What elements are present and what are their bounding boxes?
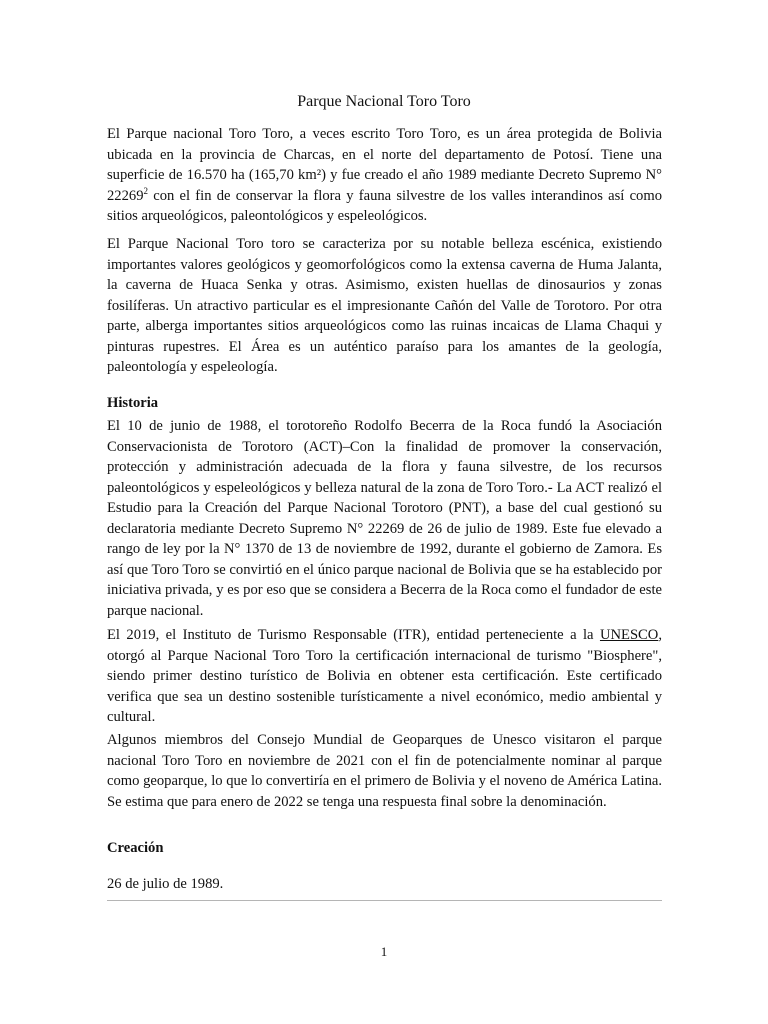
historia-p2-text-end: , otorgó al Parque Nacional Toro Toro la certificación internacional de turismo "Biosphere", siendo primer destino turístico de Bolivia en obtener esta certificación. Este certificado verifica que sea un destino sostenible turísticamente a nivel económico, medio ambiental y cultural.	[107, 627, 662, 725]
historia-paragraph-1: El 10 de junio de 1988, el torotoreño Rodolfo Becerra de la Roca fundó la Asociación Conservacionista de Torotoro (ACT)–Con la finalidad de promover la conservación, protección y administración adecuada de la flora y fauna silvestre, de los recursos paleontológicos y espeleológicos y belleza natural de la zona de Toro Toro.- La ACT realizó el Estudio para la Creación del Parque Nacional Torotoro (PNT), a base del cual gestionó su declaratoria mediante Decreto Supremo N° 22269 de 26 de julio de 1989. Este fue elevado a rango de ley por la N° 1370 de 13 de noviembre de 1992, durante el gobierno de Zamora. Es así que Toro Toro se convirtió en el único parque nacional de Bolivia que se ha establecido por iniciativa privada, y es por eso que se considera a Becerra de la Roca como el fundador de este parque nacional.	[107, 418, 662, 619]
document-title: Parque Nacional Toro Toro	[297, 93, 471, 110]
intro-p1-text-end: con el fin de conservar la flora y fauna silvestre de los valles interandinos así como sitios arqueológicos, paleontológicos y espeleológicos.	[107, 187, 662, 224]
historia-paragraph-2	[107, 625, 662, 728]
creacion-date: 26 de julio de 1989.	[107, 876, 224, 892]
intro-p1-text: El Parque nacional Toro Toro, a veces escrito Toro Toro, es un área protegida de Bolivia ubicada en la provincia de Charcas, en el norte del departamento de Potosí. Tiene una superficie de 16.570 ha (165,70 km²) y fue creado el año 1989 mediante Decreto Supremo N° 22269	[107, 126, 662, 204]
intro-paragraph-2: El Parque Nacional Toro toro se caracteriza por su notable belleza escénica, existiendo importantes valores geológicos y geomorfológicos como la extensa caverna de Huma Jalanta, la caverna de Huaca Senka y otras. Asimismo, existen huellas de dinosaurios y zonas fosilíferas. Un atractivo particular es el impresionante Cañón del Valle de Torotoro. Por otra parte, alberga importantes sitios arqueológicos como las ruinas incaicas de Llama Chaqui y pinturas rupestres. El Área es un auténtico paraíso para los amantes de la geología, paleontología y espeleología.	[107, 236, 662, 375]
creacion-heading: Creación	[107, 840, 164, 856]
intro-paragraph-1	[107, 124, 662, 227]
section-divider	[107, 900, 662, 901]
footnote-marker[interactable]: 2	[143, 185, 148, 196]
historia-heading: Historia	[107, 395, 159, 411]
historia-p2-text: El 2019, el Instituto de Turismo Responsable (ITR), entidad perteneciente a la	[107, 627, 600, 643]
historia-paragraph-3: Algunos miembros del Consejo Mundial de Geoparques de Unesco visitaron el parque nacional Toro Toro en noviembre de 2021 con el fin de potencialmente nominar al parque como geoparque, lo que lo convertiría en el primero de Bolivia y el noveno de América Latina. Se estima que para enero de 2022 se tenga una respuesta final sobre la denominación.	[107, 732, 662, 810]
unesco-link[interactable]: UNESCO	[599, 627, 659, 643]
page-number: 1	[380, 944, 388, 959]
